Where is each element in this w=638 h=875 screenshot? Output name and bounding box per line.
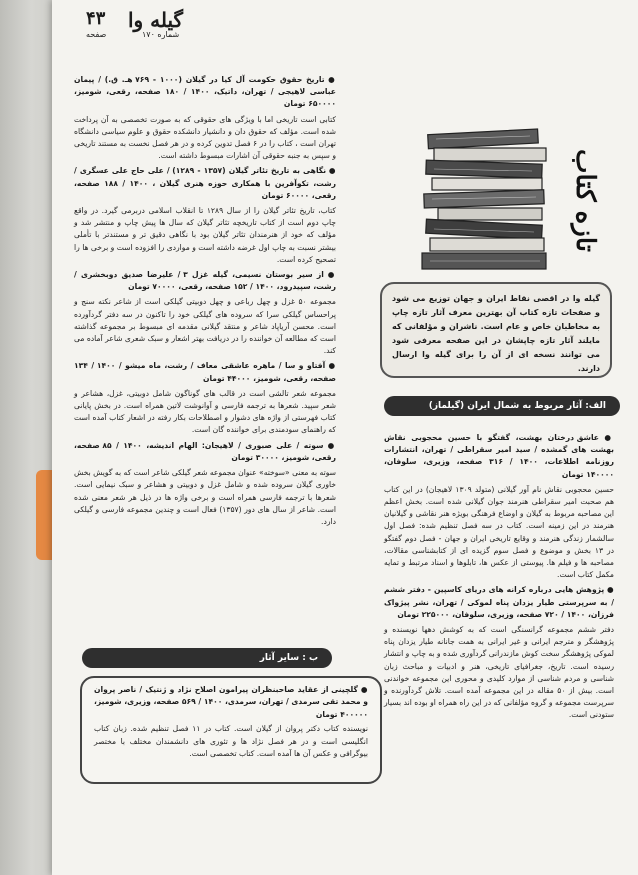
other-works-box (80, 676, 382, 784)
books-stack-icon (420, 120, 560, 280)
page-header (62, 6, 622, 46)
bullet-icon: ● (327, 270, 336, 280)
left-column (74, 74, 336, 634)
section-b-heading: ب : سایر آثار (82, 648, 332, 668)
book-entry: ● گلچینی از عقاید صاحبنظران پیرامون اصلاح نژاد و ژنتیک / ناصر پروان و محمد تقی سرمدی / تهران، سرمدی، ۱۴۰۰ / ۵۶۹ صفحه، وزیری، شومیز، ۴۰۰۰۰۰ تومان (94, 685, 368, 719)
book-entry: ● از سیر بوستان نسیمی، گیله غزل ۳ / علیرضا صدیق دوبخشری / رشت، سپیدرود، ۱۴۰۰ / ۱۵۲ صفحه، رقعی، ۷۰۰۰۰ تومان (74, 270, 336, 292)
bullet-icon: ● (604, 433, 614, 442)
bullet-icon: ● (360, 685, 368, 694)
bullet-icon: ● (327, 440, 336, 450)
book-entry: ● تاریخ حقوق حکومت آل کیا در گیلان (۱۰۰۰ - ۷۶۹ هـ. ق.) / پیمان عباسی لاهیجی / تهران، داتیک، ۱۴۰۰ / ۱۸۰ صفحه، رقعی، شومیز، ۶۵۰۰۰۰ تومان (74, 75, 336, 109)
book-description: دفتر ششم مجموعه گرانسنگی است که به کوشش دهها نویسنده و پژوهشگر و مترجم ایرانی و غیر ایرانی به همت جانانه طیار یزدان پناه لموکی پژوهشگر سخت کوش مازندرانی گردآوری شده و به چاپ و انتشار رسیده است. تاریخ، جغرافیای تاریخی، هنر و ادبیات و مباحث زبان شناسی و مردم شناسی از موارد کلیدی و محوری این مجموعه خواندنی است. بیش از ۵۰ مقاله در این مجموعه آمده است. تلاش گردآورنده و سرپرست مجموعه و گروه مؤلفانی که در این راه همراه او بوده اند بسیار ستودنی است. (383, 625, 614, 720)
bullet-icon: ● (607, 585, 614, 595)
bullet-icon: ● (328, 75, 336, 84)
book-description: کتابی است تاریخی اما با ویژگی های حقوقی که به صورت تخصصی به آن پرداخت شده است. مؤلف که حقوق دان و دانشیار دانشکده حقوق و علوم سیاسی دانشگاه تهران است ، کتاب را در ۶ فصل تدوین کرده و در هر فصل نخست به مستند تاریخی و سپس به جنبه حقوقی آن اشارات مبسوط داشته است. (74, 114, 336, 161)
page-gutter (0, 0, 52, 875)
bullet-icon: ● (328, 166, 336, 176)
book-description: حسین محجوبی نقاش نام آور گیلانی (متولد ۱۳۰۹ لاهیجان) در این کتاب هم صحبت امیر سقراطی هنرمند جوان گیلانی شده است. بخش اعظم این مصاحبه مربوط به گیلان و اوضاع فرهنگی بویژه هنر نقاشی و گیلانیان هنرمند در این زمینه است. کتاب در سه فصل تنظیم شده: فصل اول سالشمار زندگی هنرمند و وقایع تاریخی ایران و جهان - فصل دوم گفتگو در ۱۳ بخش و موضوع و فصل سوم گزیده ای از کتابشناسی مقالات، مصاحبه ها و فیلم ها. پیوستی از عکس ها، تابلوها و اسناد مرتبط و تمایه مکمل کتاب است. (384, 484, 614, 580)
brand-logo-text: گیله وا (128, 8, 184, 32)
book-entry: ● سوته / علی صبوری / لاهیجان: الهام اندیشه، ۱۴۰۰ / ۸۵ صفحه، رقعی، شومیز، ۳۰۰۰۰ تومان (74, 440, 336, 462)
page-word: صفحه (86, 30, 107, 39)
right-column (384, 432, 614, 852)
issue-number: شماره ۱۷۰ (142, 30, 180, 39)
intro-notice-box: گیله وا در اقصی نقاط ایران و جهان توزیع می شود و صفحات تازه کتاب آن بهترین معرف آثار تازه چاپ به مخاطبان خاص و عام است. ناشران و مؤلفانی که مایلند آثار تازه چاپشان در این صفحه معرفی شود می توانند نسخه ای از آن را برای گیله وا ارسال دارند. (380, 282, 612, 378)
book-description: نویسنده کتاب دکتر پروان از گیلان است. کتاب در ۱۱ فصل تنظیم شده. زبان کتاب انگلیسی است و در هر فصل نژاد ها و تئوری های دانشمندان مختلف با مختصر بیوگرافی و عکس آن ها آمده است. کتاب تخصصی است. (94, 724, 368, 759)
book-description: سوته به معنی «سوخته» عنوان مجموعه شعر گیلکی شاعر است که به گویش بخش خاوری گیلان سروده شده و شامل غزل و دوبیتی و هشاعر و سبک نیمایی است. شعرها با ترجمه فارسی همراه است و برخی واژه ها در ذیل هر شعر معنی شده است. شاعر از سال های دور (۱۳۵۷) فعال است و چندین مجموعه فارسی و گیلکی دارد. (74, 468, 336, 526)
book-description: مجموعه شعر تالشی است در قالب های گوناگون شامل دوبیتی، غزل، هشاعر و شعر سپید. شعرها به ترجمه فارسی و آوانوشت لاتین همراه است. در بخش پایانی کتاب فهرستی از واژه های دشوار و اصطلاحات بکار رفته در اشعار کتاب آمده است که راهنمای سودمندی برای خواننده گان است. (74, 388, 336, 435)
book-entry: ● آفتاو و سا / ماهره عاشقی معاف / رشت، ماه میشو / ۱۴۰۰ / ۱۳۴ صفحه، رقعی، شومیز، ۴۴۰۰۰ تومان (74, 361, 336, 383)
book-entry: ● پژوهش هایی درباره کرانه های دریای کاسپین - دفتر ششم / به سرپرستی طیار یزدان پناه لموکی / تهران، نشر پیژواک فرزان، ۱۴۰۰ / ۷۲۰ صفحه، وزیری، سلوفان، ۲۲۵۰۰۰ تومان (384, 585, 614, 619)
book-description: کتاب، تاریخ تئاتر گیلان را از سال ۱۲۸۹ تا انقلاب اسلامی دربرمی گیرد. در واقع چاپ دوم است از کتاب تاریخچه تئاتر گیلان که سال ها پیش چاپ و منتشر شد و مؤلف که خود از هنرمندان تئاتر گیلان بود با نگاهی دقیق تر و مستندتر با تأملی بیشتر نسبت به چاپ اول غرضه داشته است و مواردی را افزوده است و برخی ها را تصحیح کرده است. (74, 206, 336, 264)
new-books-title: تازه کتاب (570, 149, 600, 253)
bullet-icon: ● (328, 361, 336, 371)
section-a-heading: الف: آثار مربوط به شمال ایران (گیلماز) (384, 396, 620, 416)
book-entry: ● نگاهی به تاریخ تئاتر گیلان (۱۳۵۷ - ۱۲۸۹) / علی حاج علی عسگری / رشت، تکوآفرین با همکاری حوزه هنری گیلان ، ۱۴۰۰ / ۱۸۸ صفحه، رقعی، ۶۰۰۰۰ تومان (74, 166, 336, 200)
book-description: مجموعه ۵۰ غزل و چهل رباعی و چهل دوبیتی گیلکی است از شاعر نکته سنج و پراحساس گیلکی سرا که سروده های گیلکی خود را تاکنون در سه دفتر گردآورده است. محسن آریاپاد شاعر و منتقد گیلانی مقدمه ای مبسوط بر مجموعه گذاشته است که مطالعه آن خواننده را در دریافت بهتر اشعار و سبک شعری شاعر آماده می کند. (74, 297, 336, 356)
book-entry: ● عاشق درختان بهشت، گفتگو با حسین محجوبی نقاش بهشت های گمشده / سید امیر سقراطی / تهران، انتشارات روزنامه اطلاعات، ۱۴۰۰ / ۳۱۶ صفحه، وزیری، سلوفان، ۱۴۰۰۰۰ تومان (384, 433, 615, 479)
page-number: ۴۳ (86, 8, 106, 29)
